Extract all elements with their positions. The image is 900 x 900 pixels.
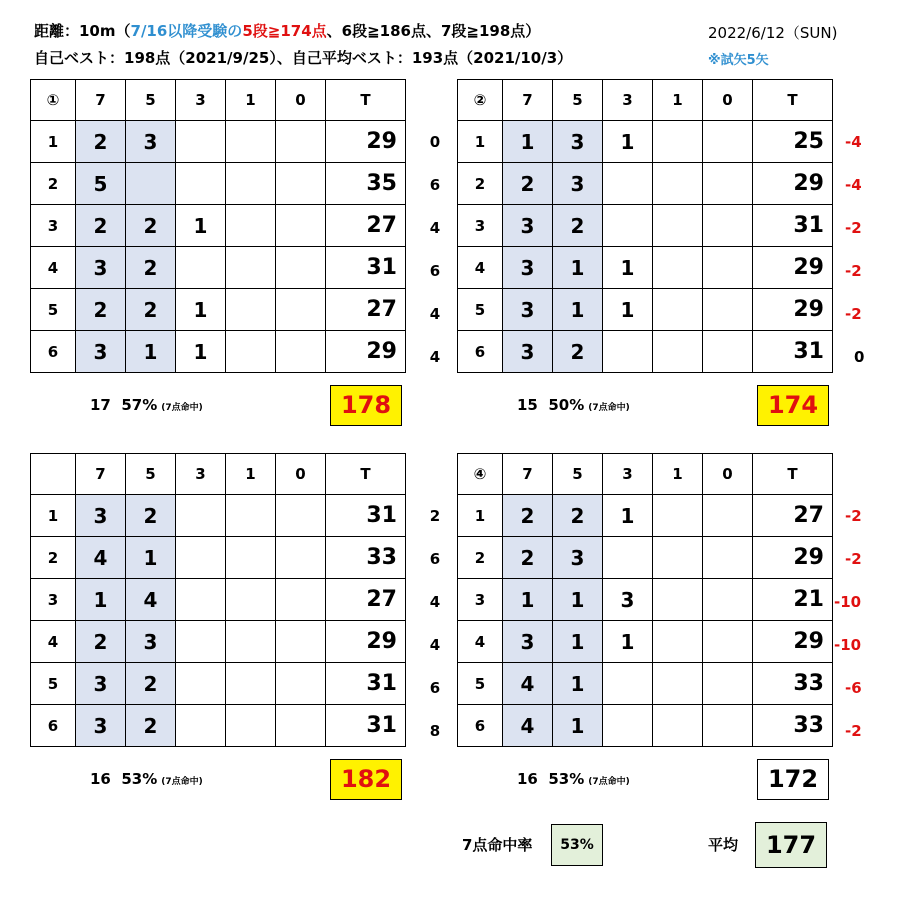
score-cell: 2: [126, 495, 176, 537]
score-cell: [703, 579, 753, 621]
score-cell: 1: [553, 247, 603, 289]
score-cell: [226, 495, 276, 537]
score-cell: 3: [553, 537, 603, 579]
score-cell: 1: [603, 495, 653, 537]
hit-rate-label: 7点命中率: [462, 836, 533, 854]
score-cell: [276, 495, 326, 537]
column-header: 0: [703, 80, 753, 121]
score-cell: 2: [76, 121, 126, 163]
table-row: [458, 205, 833, 247]
round-total: 33: [326, 537, 406, 579]
score-cell: 2: [553, 331, 603, 373]
round-total: 25: [753, 121, 833, 163]
column-header: 1: [653, 454, 703, 495]
hit-count: 17: [90, 396, 111, 414]
column-header: 3: [603, 80, 653, 121]
round-total: 29: [753, 537, 833, 579]
score-cell: 1: [176, 289, 226, 331]
score-cell: [176, 663, 226, 705]
table-row: [458, 663, 833, 705]
hit-rate: 53%: [121, 770, 158, 788]
score-cell: [226, 579, 276, 621]
score-cell: [226, 205, 276, 247]
round-number: 4: [458, 247, 503, 289]
table-row: [31, 621, 406, 663]
column-header: 5: [553, 454, 603, 495]
score-cell: [653, 163, 703, 205]
sheet-label: [31, 454, 76, 495]
score-cell: [653, 289, 703, 331]
score-cell: 2: [76, 205, 126, 247]
side-value: 6: [429, 262, 441, 280]
round-total: 29: [326, 121, 406, 163]
score-cell: [653, 331, 703, 373]
score-cell: [653, 537, 703, 579]
score-cell: [226, 705, 276, 747]
score-cell: [276, 247, 326, 289]
score-cell: 1: [603, 121, 653, 163]
round-number: 4: [31, 621, 76, 663]
score-cell: [703, 121, 753, 163]
difference-value: -4: [845, 133, 862, 151]
round-total: 29: [753, 163, 833, 205]
round-number: 5: [458, 289, 503, 331]
score-cell: 2: [503, 163, 553, 205]
sheet-header-row: [458, 454, 833, 495]
score-cell: [703, 495, 753, 537]
score-cell: [226, 163, 276, 205]
round-number: 5: [31, 289, 76, 331]
sheet-header-row: [31, 454, 406, 495]
hit-count: 15: [517, 396, 538, 414]
side-value: 2: [429, 507, 441, 525]
table-row: [458, 331, 833, 373]
score-cell: [176, 247, 226, 289]
score-cell: 3: [76, 705, 126, 747]
score-cell: [276, 205, 326, 247]
hit-count: 16: [517, 770, 538, 788]
score-cell: 4: [503, 663, 553, 705]
side-value: 6: [429, 679, 441, 697]
round-number: 1: [31, 121, 76, 163]
round-number: 2: [458, 537, 503, 579]
score-cell: [176, 537, 226, 579]
score-cell: [276, 331, 326, 373]
sheet-summary: [517, 770, 630, 788]
round-total: 29: [326, 331, 406, 373]
score-cell: [653, 205, 703, 247]
distance-line: [34, 20, 540, 41]
table-row: [31, 705, 406, 747]
score-cell: [653, 579, 703, 621]
score-cell: 3: [503, 289, 553, 331]
difference-value: -2: [845, 305, 862, 323]
round-total: 27: [326, 289, 406, 331]
round-number: 5: [31, 663, 76, 705]
round-total: 29: [753, 621, 833, 663]
sheet-summary: [517, 396, 630, 414]
average-value: 177: [755, 822, 827, 868]
round-number: 6: [31, 331, 76, 373]
column-header: 1: [226, 454, 276, 495]
score-sheet: [30, 79, 406, 373]
distance-text: 距離：10m（: [34, 22, 131, 40]
score-cell: [276, 663, 326, 705]
score-cell: [276, 579, 326, 621]
round-total: 35: [326, 163, 406, 205]
round-number: 6: [458, 331, 503, 373]
score-cell: [603, 205, 653, 247]
column-header: T: [326, 80, 406, 121]
score-cell: [703, 289, 753, 331]
score-cell: [276, 289, 326, 331]
score-cell: [653, 663, 703, 705]
table-row: [458, 621, 833, 663]
round-number: 1: [458, 121, 503, 163]
score-cell: 1: [76, 579, 126, 621]
difference-value: -2: [845, 507, 862, 525]
score-cell: [126, 163, 176, 205]
round-number: 5: [458, 663, 503, 705]
round-number: 3: [458, 205, 503, 247]
column-header: 3: [176, 80, 226, 121]
sheet-total: 182: [330, 759, 402, 800]
score-cell: [603, 331, 653, 373]
sheet-total: 174: [757, 385, 829, 426]
table-row: [458, 247, 833, 289]
table-row: [458, 163, 833, 205]
score-cell: [603, 163, 653, 205]
score-cell: 1: [553, 289, 603, 331]
hit-rate: 53%: [548, 770, 585, 788]
score-cell: [653, 621, 703, 663]
score-cell: 2: [553, 495, 603, 537]
round-total: 29: [326, 621, 406, 663]
side-value: 4: [429, 593, 441, 611]
score-cell: 2: [553, 205, 603, 247]
difference-value: -6: [845, 679, 862, 697]
round-number: 2: [31, 537, 76, 579]
table-row: [458, 495, 833, 537]
score-cell: 3: [126, 621, 176, 663]
table-row: [31, 289, 406, 331]
column-header: T: [753, 80, 833, 121]
round-number: 3: [458, 579, 503, 621]
side-value: 4: [429, 636, 441, 654]
column-header: T: [753, 454, 833, 495]
score-cell: [276, 537, 326, 579]
round-number: 2: [31, 163, 76, 205]
dan5-requirement: 5段≧174点: [242, 22, 327, 40]
score-cell: [276, 705, 326, 747]
score-cell: 2: [503, 495, 553, 537]
score-cell: [176, 163, 226, 205]
table-row: [31, 121, 406, 163]
column-header: 5: [126, 454, 176, 495]
score-cell: 3: [553, 121, 603, 163]
hit-rate-note: (7点命中): [588, 777, 630, 787]
table-row: [458, 121, 833, 163]
sheet-header-row: [31, 80, 406, 121]
score-cell: 3: [76, 247, 126, 289]
score-cell: 1: [553, 705, 603, 747]
table-row: [458, 579, 833, 621]
score-cell: 3: [553, 163, 603, 205]
sheet-summary: [90, 396, 203, 414]
sheet-summary: [90, 770, 203, 788]
hit-rate-note: (7点命中): [588, 403, 630, 413]
difference-value: -2: [845, 550, 862, 568]
score-cell: [603, 537, 653, 579]
table-row: [31, 495, 406, 537]
table-row: [31, 537, 406, 579]
difference-value: -4: [845, 176, 862, 194]
table-row: [31, 331, 406, 373]
column-header: 5: [126, 80, 176, 121]
score-cell: [703, 621, 753, 663]
difference-value: -10: [834, 636, 862, 654]
score-cell: [226, 621, 276, 663]
score-cell: [176, 121, 226, 163]
difference-value: -2: [845, 722, 862, 740]
sheet-label: ④: [458, 454, 503, 495]
round-total: 31: [326, 247, 406, 289]
score-cell: [226, 537, 276, 579]
round-number: 4: [458, 621, 503, 663]
round-total: 31: [326, 705, 406, 747]
table-row: [31, 663, 406, 705]
round-total: 27: [753, 495, 833, 537]
side-value: 4: [429, 305, 441, 323]
side-value: 8: [429, 722, 441, 740]
difference-value: 0: [854, 348, 865, 366]
round-total: 21: [753, 579, 833, 621]
sheet-total: 178: [330, 385, 402, 426]
score-cell: [176, 495, 226, 537]
side-value: 4: [429, 348, 441, 366]
column-header: 0: [276, 454, 326, 495]
score-cell: [603, 705, 653, 747]
score-cell: 2: [503, 537, 553, 579]
round-total: 33: [753, 705, 833, 747]
score-cell: [226, 121, 276, 163]
column-header: 5: [553, 80, 603, 121]
score-cell: [176, 621, 226, 663]
difference-value: -2: [845, 219, 862, 237]
column-header: 7: [76, 80, 126, 121]
score-cell: 1: [503, 121, 553, 163]
column-header: 3: [603, 454, 653, 495]
column-header: 0: [276, 80, 326, 121]
round-total: 29: [753, 289, 833, 331]
score-cell: 2: [76, 289, 126, 331]
side-value: 0: [429, 133, 441, 151]
score-cell: 1: [603, 621, 653, 663]
score-cell: 3: [603, 579, 653, 621]
round-total: 31: [326, 495, 406, 537]
score-cell: 3: [503, 331, 553, 373]
column-header: 0: [703, 454, 753, 495]
score-cell: [653, 495, 703, 537]
column-header: 3: [176, 454, 226, 495]
score-cell: 1: [176, 205, 226, 247]
score-cell: 1: [503, 579, 553, 621]
column-header: 1: [653, 80, 703, 121]
round-total: 29: [753, 247, 833, 289]
round-number: 6: [31, 705, 76, 747]
side-value: 6: [429, 550, 441, 568]
session-date: 2022/6/12（SUN): [708, 24, 838, 42]
score-cell: 3: [76, 663, 126, 705]
column-header: 1: [226, 80, 276, 121]
hit-rate-value: 53%: [551, 824, 603, 866]
score-cell: [653, 705, 703, 747]
average-label: 平均: [708, 836, 739, 854]
score-cell: [703, 205, 753, 247]
score-cell: 1: [126, 537, 176, 579]
score-cell: 1: [553, 621, 603, 663]
column-header: 7: [76, 454, 126, 495]
score-cell: [276, 121, 326, 163]
score-cell: 5: [76, 163, 126, 205]
sheet-label: ②: [458, 80, 503, 121]
round-number: 1: [31, 495, 76, 537]
score-cell: [226, 289, 276, 331]
column-header: 7: [503, 80, 553, 121]
column-header: T: [326, 454, 406, 495]
score-cell: [226, 331, 276, 373]
round-number: 3: [31, 205, 76, 247]
round-total: 31: [326, 663, 406, 705]
score-cell: 1: [176, 331, 226, 373]
sheet-header-row: [458, 80, 833, 121]
score-cell: [653, 247, 703, 289]
score-cell: [226, 247, 276, 289]
round-total: 27: [326, 579, 406, 621]
score-cell: [276, 621, 326, 663]
score-cell: [703, 663, 753, 705]
table-row: [31, 579, 406, 621]
score-cell: [703, 247, 753, 289]
score-cell: 3: [503, 205, 553, 247]
table-row: [31, 247, 406, 289]
sheet-total: 172: [757, 759, 829, 800]
round-number: 6: [458, 705, 503, 747]
side-value: 6: [429, 176, 441, 194]
round-total: 31: [753, 205, 833, 247]
round-number: 3: [31, 579, 76, 621]
score-cell: [703, 163, 753, 205]
score-cell: 4: [503, 705, 553, 747]
score-cell: [703, 331, 753, 373]
sheet-label: ①: [31, 80, 76, 121]
personal-best-line: 自己ベスト：198点（2021/9/25）、自己平均ベスト：193点（2021/10/3）: [34, 49, 573, 67]
round-number: 2: [458, 163, 503, 205]
hit-rate: 50%: [548, 396, 585, 414]
side-value: 4: [429, 219, 441, 237]
score-cell: 1: [603, 289, 653, 331]
score-cell: 3: [76, 495, 126, 537]
round-number: 4: [31, 247, 76, 289]
hit-rate: 57%: [121, 396, 158, 414]
score-cell: 2: [126, 247, 176, 289]
score-cell: 2: [126, 205, 176, 247]
score-cell: [226, 663, 276, 705]
score-cell: [653, 121, 703, 163]
difference-value: -10: [834, 593, 862, 611]
score-cell: 1: [126, 331, 176, 373]
score-cell: [176, 705, 226, 747]
score-cell: 2: [126, 663, 176, 705]
score-sheet: [457, 453, 833, 747]
hit-rate-note: (7点命中): [161, 403, 203, 413]
trial-arrows-note: ※試矢5矢: [708, 53, 769, 68]
table-row: [458, 289, 833, 331]
score-cell: 2: [126, 289, 176, 331]
score-cell: 3: [503, 247, 553, 289]
score-cell: 3: [503, 621, 553, 663]
exam-note: 7/16以降受験の: [130, 22, 243, 40]
hit-count: 16: [90, 770, 111, 788]
table-row: [458, 705, 833, 747]
table-row: [31, 205, 406, 247]
round-number: 1: [458, 495, 503, 537]
round-total: 27: [326, 205, 406, 247]
score-sheet: [457, 79, 833, 373]
table-row: [31, 163, 406, 205]
score-cell: [603, 663, 653, 705]
score-cell: [703, 537, 753, 579]
score-cell: 4: [76, 537, 126, 579]
hit-rate-note: (7点命中): [161, 777, 203, 787]
score-cell: 1: [553, 579, 603, 621]
column-header: 7: [503, 454, 553, 495]
score-cell: 3: [126, 121, 176, 163]
score-cell: 1: [553, 663, 603, 705]
score-cell: 3: [76, 331, 126, 373]
dan-requirements: 、6段≧186点、7段≧198点）: [326, 22, 541, 40]
round-total: 33: [753, 663, 833, 705]
score-cell: 4: [126, 579, 176, 621]
score-cell: 2: [76, 621, 126, 663]
score-cell: [703, 705, 753, 747]
round-total: 31: [753, 331, 833, 373]
table-row: [458, 537, 833, 579]
score-cell: [276, 163, 326, 205]
difference-value: -2: [845, 262, 862, 280]
score-cell: 1: [603, 247, 653, 289]
score-cell: 2: [126, 705, 176, 747]
score-sheet: [30, 453, 406, 747]
score-cell: [176, 579, 226, 621]
